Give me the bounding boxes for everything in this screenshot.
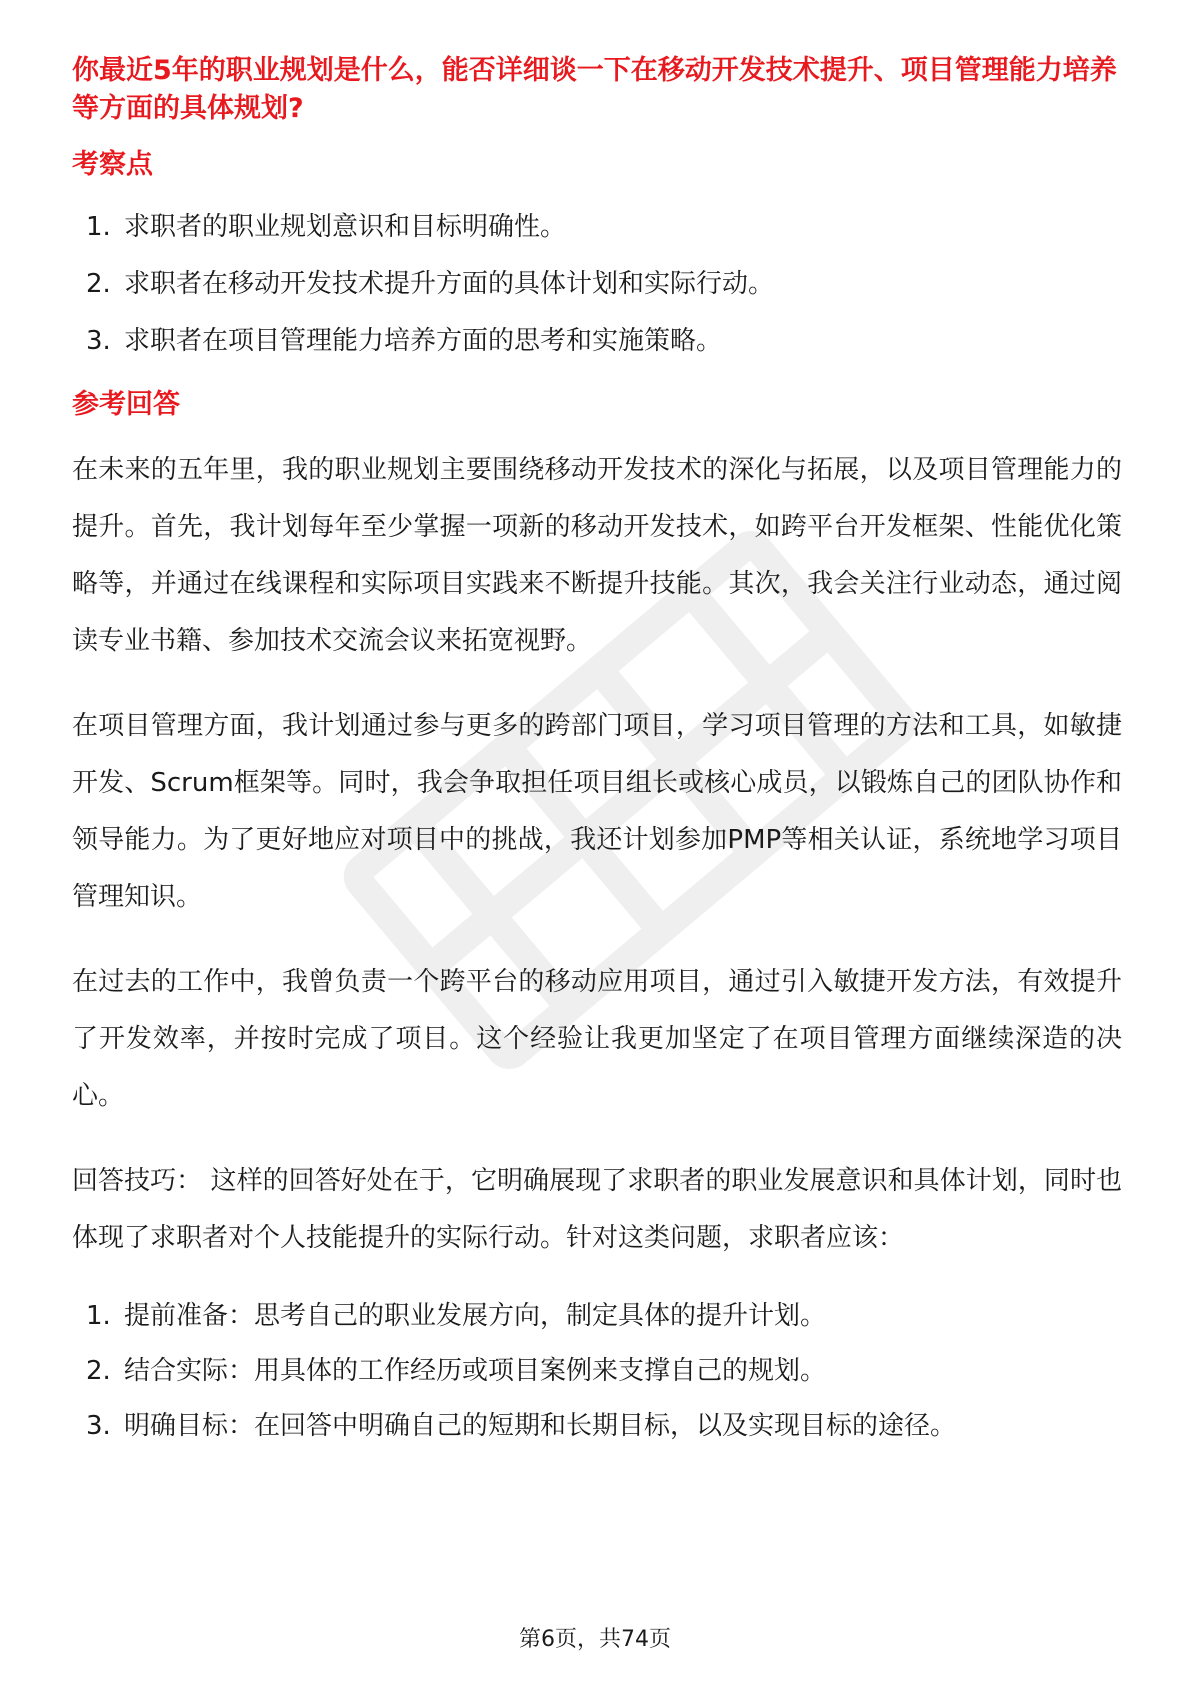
list-item-text: 结合实际：用具体的工作经历或项目案例来支撑自己的规划。 <box>124 1356 827 1386</box>
list-item-number: 1. <box>86 212 111 242</box>
list-item-text: 提前准备：思考自己的职业发展方向，制定具体的提升计划。 <box>124 1301 827 1331</box>
assessment-heading: 考察点 <box>72 149 153 180</box>
list-item-text: 明确目标：在回答中明确自己的短期和长期目标，以及实现目标的途径。 <box>124 1411 957 1441</box>
answer-paragraph: 在未来的五年里，我的职业规划主要围绕移动开发技术的深化与拓展，以及项目管理能力的提升。首先，我计划每年至少掌握一项新的移动开发技术，如跨平台开发框架、性能优化策略等，并通过在线课程和实际项目实践来不断提升技能。其次，我会关注行业动态，通过阅读专业书籍、参加技术交流会议来拓宽视野。 <box>72 455 1122 656</box>
answer-tips-paragraph: 回答技巧： 这样的回答好处在于，它明确展现了求职者的职业发展意识和具体计划，同时也体现了求职者对个人技能提升的实际行动。针对这类问题，求职者应该： <box>72 1166 1122 1253</box>
assessment-list <box>72 208 1122 360</box>
answer-paragraph: 在过去的工作中，我曾负责一个跨平台的移动应用项目，通过引入敏捷开发方法，有效提升了开发效率，并按时完成了项目。这个经验让我更加坚定了在项目管理方面继续深造的决心。 <box>72 967 1122 1111</box>
main-content <box>72 52 1122 1462</box>
list-item-number: 1. <box>86 1301 111 1331</box>
list-item-text: 求职者在移动开发技术提升方面的具体计划和实际行动。 <box>124 269 775 299</box>
list-item <box>72 208 1122 246</box>
list-item <box>72 1407 1122 1445</box>
list-item-number: 3. <box>86 1411 111 1441</box>
list-item <box>72 265 1122 303</box>
answer-paragraph: 在项目管理方面，我计划通过参与更多的跨部门项目，学习项目管理的方法和工具，如敏捷开发、Scrum框架等。同时，我会争取担任项目组长或核心成员，以锻炼自己的团队协作和领导能力。为了更好地应对项目中的挑战，我还计划参加PMP等相关认证，系统地学习项目管理知识。 <box>72 711 1122 912</box>
tips-list <box>72 1297 1122 1445</box>
list-item-number: 3. <box>86 326 111 356</box>
list-item-text: 求职者的职业规划意识和目标明确性。 <box>124 212 567 242</box>
list-item <box>72 1352 1122 1390</box>
reference-heading: 参考回答 <box>72 389 180 420</box>
list-item-number: 2. <box>86 269 111 299</box>
page-number: 第6页，共74页 <box>519 1627 671 1652</box>
list-item <box>72 322 1122 360</box>
list-item <box>72 1297 1122 1335</box>
list-item-number: 2. <box>86 1356 111 1386</box>
list-item-text: 求职者在项目管理能力培养方面的思考和实施策略。 <box>124 326 723 356</box>
question-title: 你最近5年的职业规划是什么，能否详细谈一下在移动开发技术提升、项目管理能力培养等方面的具体规划? <box>72 55 1117 124</box>
